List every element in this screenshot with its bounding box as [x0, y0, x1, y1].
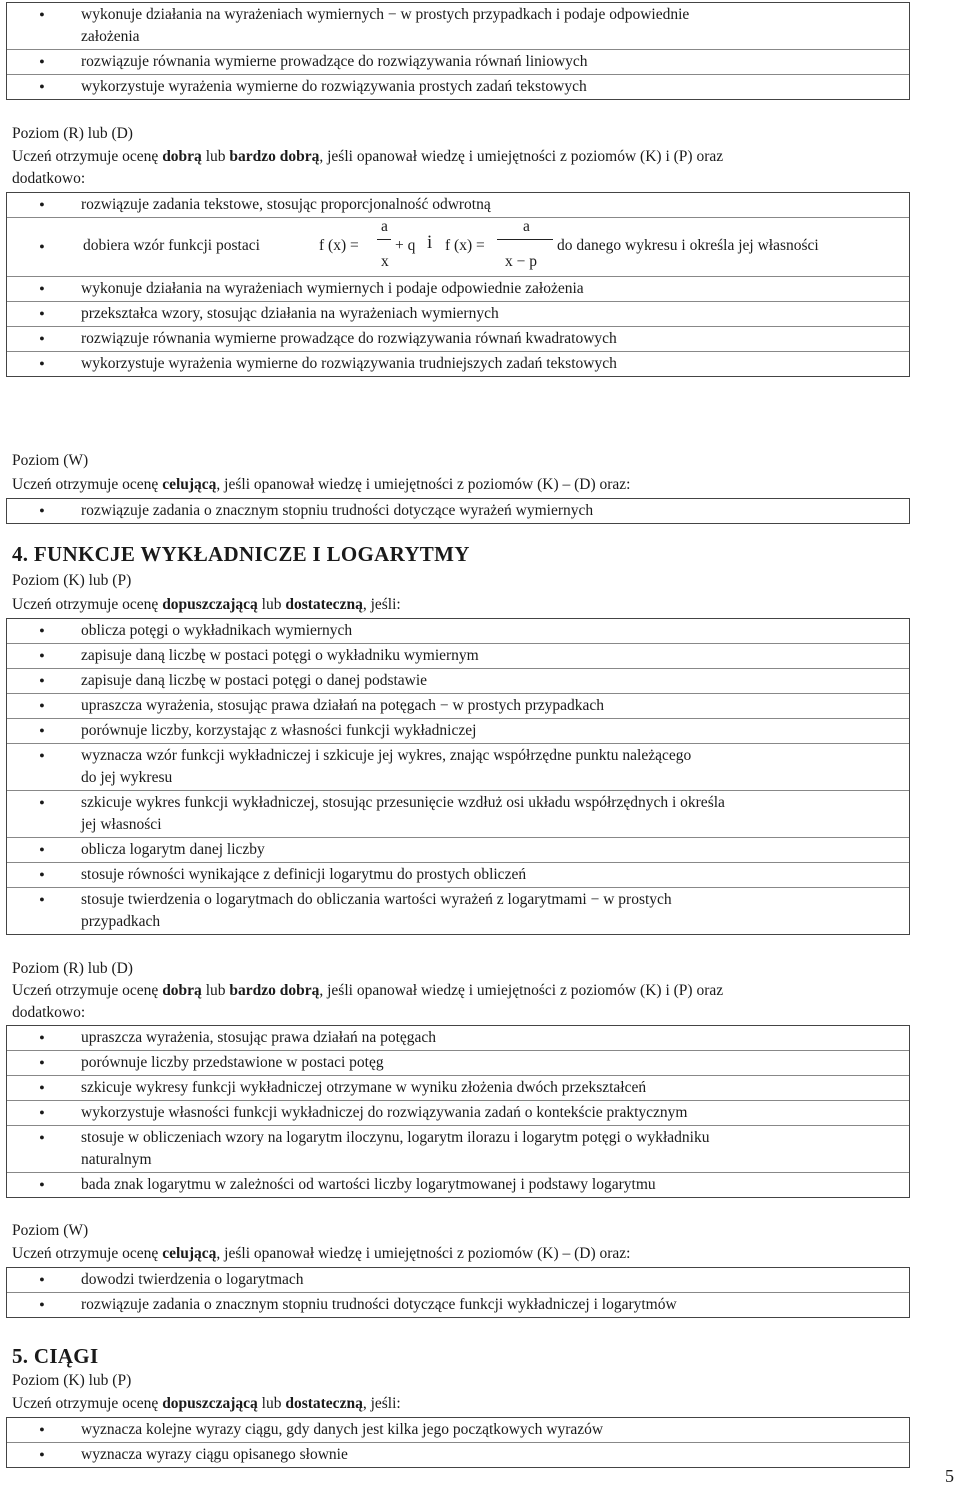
- list-item: [7, 693, 909, 718]
- formula-f1-denominator: x: [381, 253, 389, 270]
- ch4-rd-intro: Uczeń otrzymuje ocenę dobrą lub bardzo dobrą, jeśli opanował wiedzę i umiejętności z poziomów (K) i (P) oraz dodatkowo:: [12, 982, 724, 1021]
- bullet-icon: [7, 1173, 77, 1195]
- list-item: [7, 1075, 909, 1100]
- list-item: [7, 301, 909, 326]
- formula-suffix: do danego wykresu i określa jej własności: [557, 237, 819, 254]
- formula-connector: i: [427, 232, 433, 253]
- bullet-icon: [7, 863, 77, 885]
- list-item-text: [77, 1418, 909, 1442]
- formula-text: [77, 218, 909, 276]
- list-item-text: [77, 75, 909, 99]
- bullet-icon: [7, 50, 77, 72]
- list-item-text: [77, 1026, 909, 1050]
- ch4-level-kp: Poziom (K) lub (P): [12, 572, 132, 589]
- bullet-icon: [7, 619, 77, 641]
- bullet-icon: [7, 302, 77, 324]
- level-rd-intro: Uczeń otrzymuje ocenę dobrą lub bardzo dobrą, jeśli opanował wiedzę i umiejętności z poziomów (K) i (P) oraz dodatkowo:: [12, 148, 724, 187]
- ch4-rd-box: [6, 1025, 910, 1198]
- list-item: [7, 351, 909, 376]
- level-w-heading: Poziom (W): [12, 452, 89, 469]
- list-item: [7, 3, 909, 49]
- list-item: [7, 1292, 909, 1317]
- ch4-kp-intro: Uczeń otrzymuje ocenę dopuszczającą lub dostateczną, jeśli:: [12, 596, 401, 613]
- criteria-box-rational-basic: [6, 2, 910, 100]
- list-item-text: [77, 1126, 909, 1172]
- list-item-line: rozwiązuje równania wymierne prowadzące do rozwiązywania równań liniowych: [81, 53, 588, 70]
- list-item: [7, 276, 909, 301]
- list-item-text: [77, 669, 909, 693]
- bullet-icon: [7, 669, 77, 691]
- list-item-text: [77, 619, 909, 643]
- list-item: [7, 1050, 909, 1075]
- list-item-line: naturalnym: [81, 1151, 152, 1168]
- ch5-level-kp: Poziom (K) lub (P): [12, 1372, 132, 1389]
- list-item: [7, 837, 909, 862]
- bullet-icon: [7, 1268, 77, 1290]
- list-item-text: [77, 888, 909, 934]
- ch4-w-intro: Uczeń otrzymuje ocenę celującą, jeśli opanował wiedzę i umiejętności z poziomów (K) – (D) oraz:: [12, 1245, 631, 1262]
- list-item: [7, 1172, 909, 1197]
- formula-f1-lhs: f (x) =: [319, 237, 359, 254]
- list-item-line: porównuje liczby, korzystając z własności funkcji wykładniczej: [81, 722, 477, 739]
- bullet-icon: [7, 744, 77, 766]
- list-item-line: oblicza logarytm danej liczby: [81, 841, 265, 858]
- list-item-text: [77, 694, 909, 718]
- bullet-icon: [7, 193, 77, 215]
- formula-f2-numerator: a: [523, 218, 530, 235]
- list-item-text: rozwiązuje zadania o znacznym stopniu trudności dotyczące wyrażeń wymiernych: [81, 502, 594, 519]
- list-item: [7, 1026, 909, 1050]
- bullet-icon: [7, 3, 77, 25]
- list-item-text: [77, 838, 909, 862]
- criteria-box-rational-advanced: [6, 192, 910, 377]
- list-item-line: jej własności: [81, 816, 162, 833]
- ch4-level-w: Poziom (W): [12, 1222, 89, 1239]
- list-item-formula: [7, 217, 909, 276]
- list-item-text: wykonuje działania na wyrażeniach wymiernych i podaje odpowiednie założenia: [81, 280, 584, 297]
- bullet-icon: [7, 1076, 77, 1098]
- list-item: [7, 1100, 909, 1125]
- list-item-line: wykorzystuje własności funkcji wykładniczej do rozwiązywania zadań o kontekście praktycznym: [81, 1104, 688, 1121]
- list-item-line: oblicza potęgi o wykładnikach wymiernych: [81, 622, 353, 639]
- list-item-text: [77, 644, 909, 668]
- list-item-line: wykorzystuje wyrażenia wymierne do rozwiązywania prostych zadań tekstowych: [81, 78, 587, 95]
- list-item-line: szkicuje wykres funkcji wykładniczej, stosując przesunięcie wzdłuż osi układu współrzędnych i określa: [81, 794, 725, 811]
- list-item-line: wykonuje działania na wyrażeniach wymiernych − w prostych przypadkach i podaje odpowiednie: [81, 6, 690, 23]
- list-item: [7, 619, 909, 643]
- list-item-line: wyznacza wzór funkcji wykładniczej i szkicuje jej wykres, znając współrzędne punktu należącego: [81, 747, 692, 764]
- list-item-text: [77, 3, 909, 49]
- level-w-intro: Uczeń otrzymuje ocenę celującą, jeśli opanował wiedzę i umiejętności z poziomów (K) – (D) oraz:: [12, 476, 631, 493]
- bullet-icon: [7, 719, 77, 741]
- bullet-icon: [7, 1126, 77, 1148]
- list-item: [7, 326, 909, 351]
- bullet-icon: [7, 218, 77, 274]
- list-item-line: stosuje w obliczeniach wzory na logarytm iloczynu, logarytm ilorazu i logarytm potęgi o wykładniku: [81, 1129, 710, 1146]
- page-number: 5: [945, 1466, 954, 1486]
- list-item-line: do jej wykresu: [81, 769, 173, 786]
- list-item-text: rozwiązuje zadania tekstowe, stosując proporcjonalność odwrotną: [81, 196, 491, 213]
- list-item-line: upraszcza wyrażenia, stosując prawa działań na potęgach − w prostych przypadkach: [81, 697, 605, 714]
- list-item: [7, 1442, 909, 1467]
- bullet-icon: [7, 694, 77, 716]
- bullet-icon: [7, 838, 77, 860]
- list-item-line: założenia: [81, 28, 140, 45]
- list-item-text: [77, 719, 909, 743]
- bullet-icon: [7, 1293, 77, 1315]
- bullet-icon: [7, 644, 77, 666]
- list-item-line: stosuje równości wynikające z definicji logarytmu do prostych obliczeń: [81, 866, 527, 883]
- list-item-line: przypadkach: [81, 913, 161, 930]
- list-item: [7, 1418, 909, 1442]
- list-item-text: [77, 1101, 909, 1125]
- ch4-level-rd: Poziom (R) lub (D): [12, 960, 133, 977]
- list-item: [7, 718, 909, 743]
- level-rd-heading: Poziom (R) lub (D): [12, 125, 133, 142]
- list-item-line: porównuje liczby przedstawione w postaci potęg: [81, 1054, 384, 1071]
- list-item-line: bada znak logarytmu w zależności od wartości liczby logarytmowanej i podstawy logarytmu: [81, 1176, 656, 1193]
- bullet-icon: [7, 499, 77, 521]
- list-item: [7, 193, 909, 217]
- bullet-icon: [7, 1101, 77, 1123]
- list-item-line: szkicuje wykresy funkcji wykładniczej otrzymane w wyniku złożenia dwóch przekształceń: [81, 1079, 647, 1096]
- bullet-icon: [7, 1051, 77, 1073]
- list-item-line: wyznacza kolejne wyrazy ciągu, gdy danych jest kilka jego początkowych wyrazów: [81, 1421, 604, 1438]
- list-item-text: [77, 1443, 909, 1467]
- formula-f2-lhs: f (x) =: [445, 237, 485, 254]
- list-item: [7, 643, 909, 668]
- formula-f1-numerator: a: [381, 218, 388, 235]
- bullet-icon: [7, 1026, 77, 1048]
- formula-f1-tail: + q: [395, 237, 416, 254]
- list-item-text: [77, 50, 909, 74]
- list-item-line: stosuje twierdzenia o logarytmach do obliczania wartości wyrażeń z logarytmami − w prostych: [81, 891, 672, 908]
- list-item: [7, 1125, 909, 1172]
- list-item-line: dowodzi twierdzenia o logarytmach: [81, 1271, 304, 1288]
- ch4-w-box: [6, 1267, 910, 1318]
- list-item: [7, 74, 909, 99]
- ch4-kp-box: [6, 618, 910, 935]
- bullet-icon: [7, 75, 77, 97]
- formula-f2-denominator: x − p: [505, 253, 537, 270]
- list-item-line: wyznacza wyrazy ciągu opisanego słownie: [81, 1446, 348, 1463]
- ch5-kp-intro: Uczeń otrzymuje ocenę dopuszczającą lub dostateczną, jeśli:: [12, 1395, 401, 1412]
- list-item-text: [77, 1076, 909, 1100]
- list-item-text: [77, 744, 909, 790]
- list-item-line: rozwiązuje zadania o znacznym stopniu trudności dotyczące funkcji wykładniczej i logarytmów: [81, 1296, 677, 1313]
- chapter-4-title: 4. FUNKCJE WYKŁADNICZE I LOGARYTMY: [12, 542, 470, 566]
- bullet-icon: [7, 888, 77, 910]
- list-item-line: zapisuje daną liczbę w postaci potęgi o wykładniku wymiernym: [81, 647, 479, 664]
- list-item-text: [77, 791, 909, 837]
- list-item-text: [77, 1268, 909, 1292]
- list-item: [7, 1268, 909, 1292]
- list-item: [7, 668, 909, 693]
- list-item-text: rozwiązuje równania wymierne prowadzące do rozwiązywania równań kwadratowych: [81, 330, 617, 347]
- list-item-text: [77, 1173, 909, 1197]
- ch5-kp-box: [6, 1417, 910, 1468]
- list-item: [7, 743, 909, 790]
- list-item-text: [77, 1051, 909, 1075]
- list-item-text: wykorzystuje wyrażenia wymierne do rozwiązywania trudniejszych zadań tekstowych: [81, 355, 617, 372]
- list-item-line: upraszcza wyrażenia, stosując prawa działań na potęgach: [81, 1029, 437, 1046]
- list-item: [7, 790, 909, 837]
- bullet-icon: [7, 1418, 77, 1440]
- formula-prefix: dobiera wzór funkcji postaci: [83, 237, 260, 254]
- criteria-box-rational-w: [6, 498, 910, 524]
- bullet-icon: [7, 1443, 77, 1465]
- list-item-text: przekształca wzory, stosując działania na wyrażeniach wymiernych: [81, 305, 499, 322]
- list-item: [7, 887, 909, 934]
- list-item-text: [77, 863, 909, 887]
- fraction-bar: [497, 239, 553, 240]
- list-item: [7, 499, 909, 523]
- bullet-icon: [7, 327, 77, 349]
- chapter-5-title: 5. CIĄGI: [12, 1344, 99, 1368]
- bullet-icon: [7, 352, 77, 374]
- fraction-bar: [377, 239, 391, 240]
- list-item: [7, 862, 909, 887]
- list-item-text: [77, 1293, 909, 1317]
- bullet-icon: [7, 277, 77, 299]
- list-item: [7, 49, 909, 74]
- bullet-icon: [7, 791, 77, 813]
- list-item-line: zapisuje daną liczbę w postaci potęgi o danej podstawie: [81, 672, 428, 689]
